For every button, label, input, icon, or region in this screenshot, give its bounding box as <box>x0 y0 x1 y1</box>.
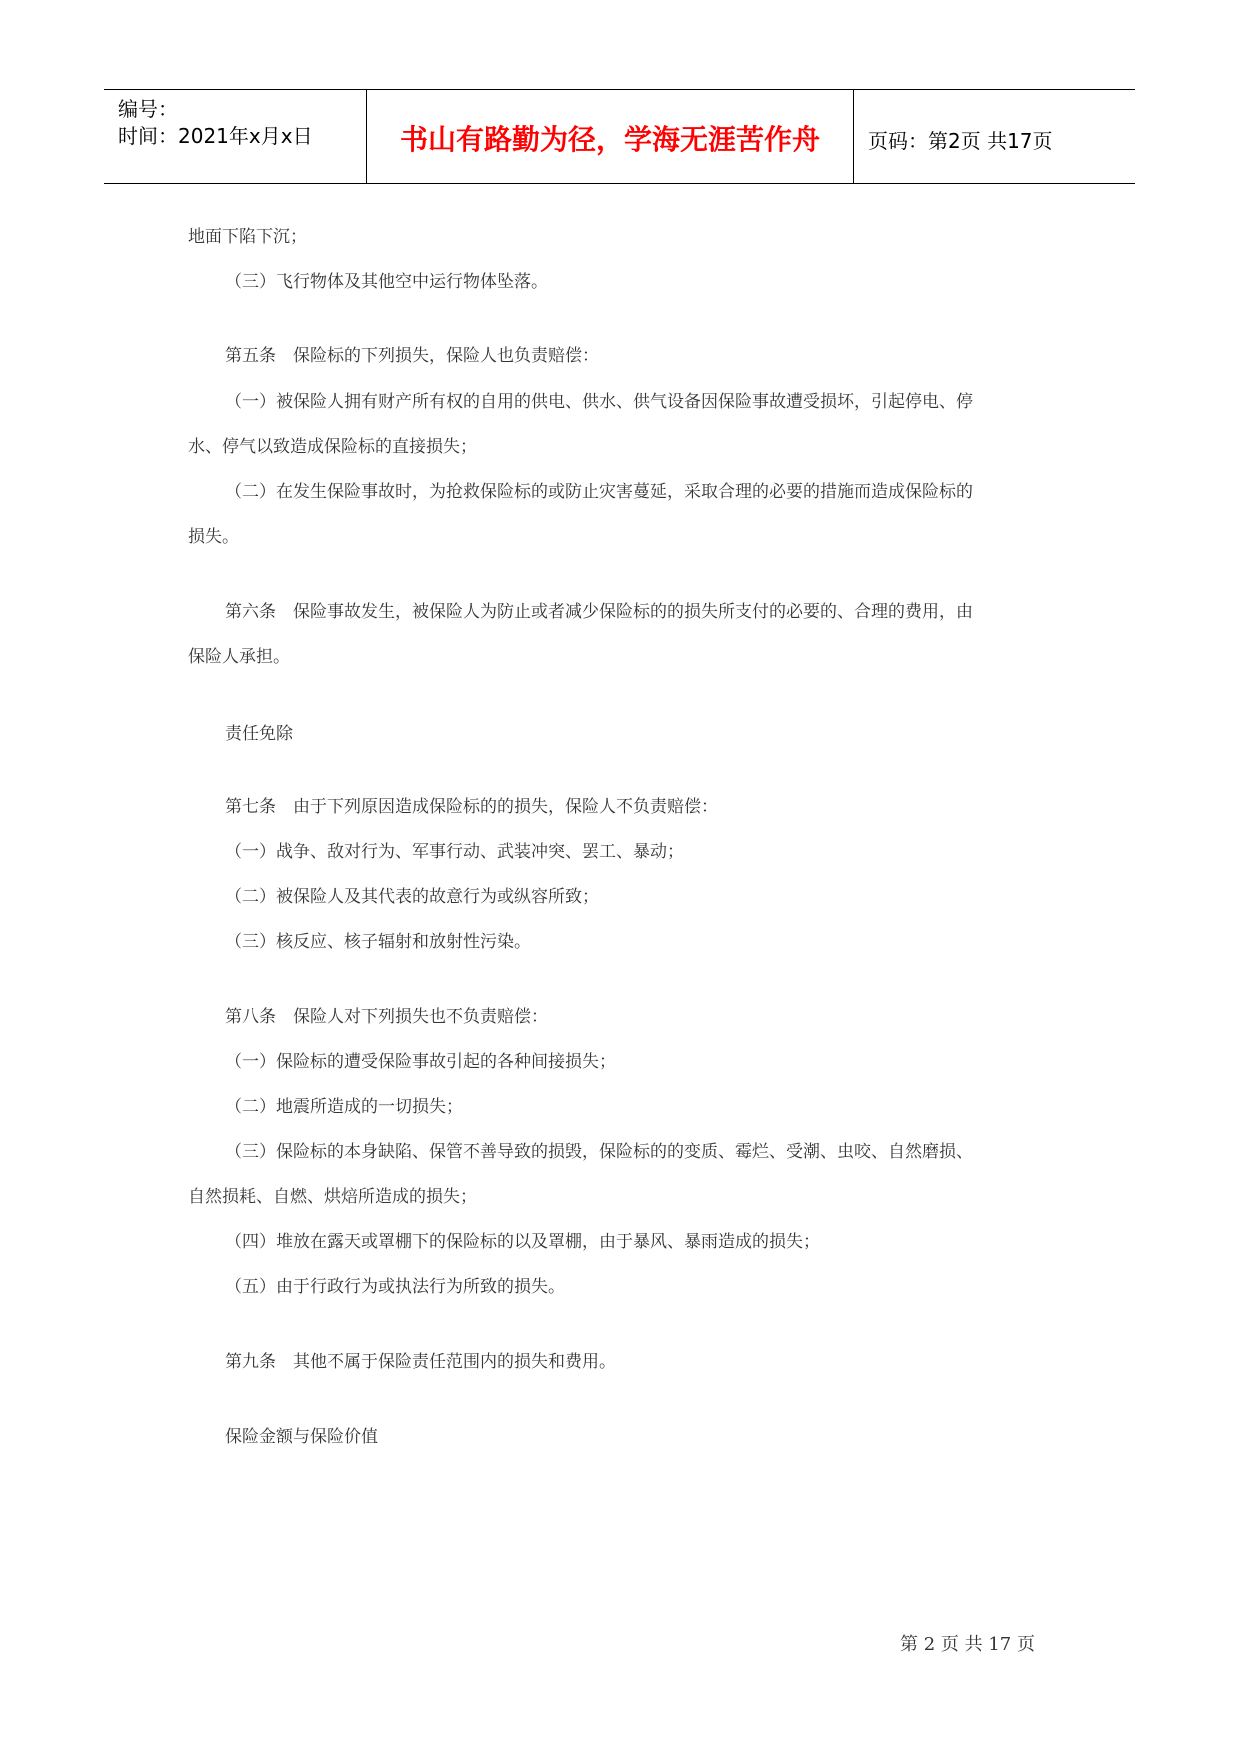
article-5: 第五条 保险标的下列损失，保险人也负责赔偿： <box>225 346 599 366</box>
document-time-label: 时间：2021年x月x日 <box>118 124 313 148</box>
body-line: （三）保险标的本身缺陷、保管不善导致的损毁，保险标的的变质、霉烂、受潮、虫咬、自然磨损、 <box>225 1142 973 1162</box>
body-line: （二）在发生保险事故时，为抢救保险标的或防止灾害蔓延，采取合理的必要的措施而造成保险标的 <box>225 482 973 502</box>
document-number-label: 编号： <box>118 97 178 121</box>
article-7: 第七条 由于下列原因造成保险标的的损失，保险人不负责赔偿： <box>225 797 718 817</box>
header-page-info: 页码：第2页 共17页 <box>868 129 1053 153</box>
body-line: 自然损耗、自燃、烘焙所造成的损失； <box>188 1187 477 1207</box>
article-6: 第六条 保险事故发生，被保险人为防止或者减少保险标的的损失所支付的必要的、合理的费用，由 <box>225 602 973 622</box>
body-line: （一）战争、敌对行为、军事行动、武装冲突、罢工、暴动； <box>225 842 684 862</box>
body-line: （二）被保险人及其代表的故意行为或纵容所致； <box>225 887 599 907</box>
section-heading: 责任免除 <box>225 724 293 744</box>
page-footer: 第 2 页 共 17 页 <box>900 1634 1035 1655</box>
document-header <box>104 89 1135 184</box>
body-line: （三）核反应、核子辐射和放射性污染。 <box>225 932 531 952</box>
body-line: （二）地震所造成的一切损失； <box>225 1097 463 1117</box>
body-line: （一）保险标的遭受保险事故引起的各种间接损失； <box>225 1052 616 1072</box>
article-8: 第八条 保险人对下列损失也不负责赔偿： <box>225 1007 548 1027</box>
body-line: 地面下陷下沉； <box>188 227 307 247</box>
body-line: （三）飞行物体及其他空中运行物体坠落。 <box>225 272 548 292</box>
body-line: 保险人承担。 <box>188 647 290 667</box>
body-line: 水、停气以致造成保险标的直接损失； <box>188 437 477 457</box>
header-motto: 书山有路勤为径，学海无涯苦作舟 <box>399 123 820 156</box>
article-9: 第九条 其他不属于保险责任范围内的损失和费用。 <box>225 1352 616 1372</box>
body-line: （四）堆放在露天或罩棚下的保险标的以及罩棚，由于暴风、暴雨造成的损失； <box>225 1232 820 1252</box>
body-line: （五）由于行政行为或执法行为所致的损失。 <box>225 1277 565 1297</box>
body-line: 损失。 <box>188 527 239 547</box>
section-heading: 保险金额与保险价值 <box>225 1427 378 1447</box>
body-line: （一）被保险人拥有财产所有权的自用的供电、供水、供气设备因保险事故遭受损坏，引起停电、停 <box>225 392 973 412</box>
